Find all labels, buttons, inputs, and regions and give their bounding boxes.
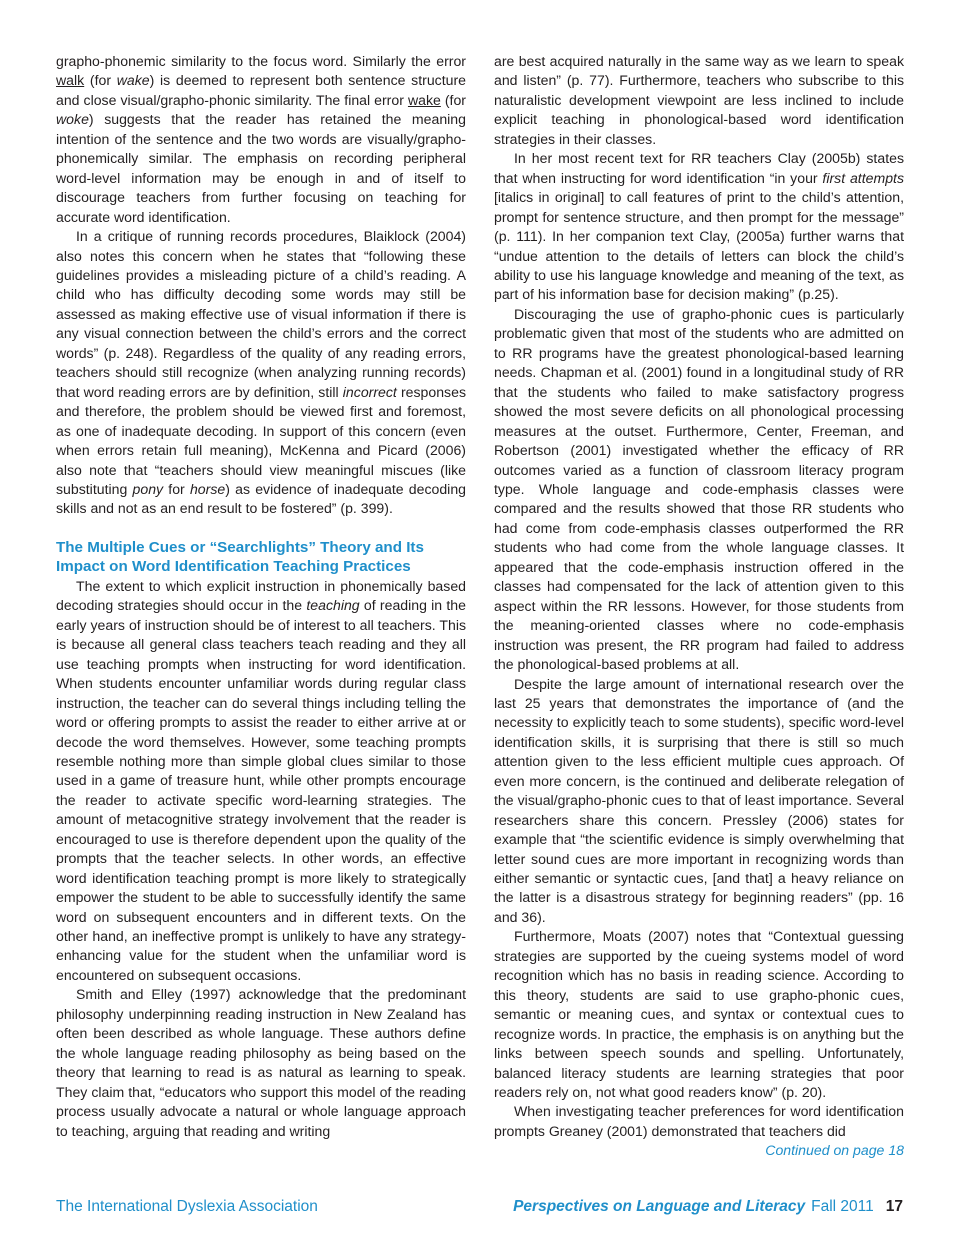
paragraph: are best acquired naturally in the same way as we learn to speak and listen” (p. 77). Furthermore, teachers who subscribe to this naturalistic development viewpoint are less inclined to include explicit teaching in phonological-based word identification strategies in their classes. [494,53,904,147]
italic-phrase: first attempts [822,169,904,186]
paragraph: The extent to which explicit instruction in phonemically based decoding strategies should occur in the teaching of reading in the early years of instruction should be of interest to all teachers. This is because all general class teachers teach reading and they all use teaching prompts when instructing for word identification. When students encounter unfamiliar words during regular class instruction, the teacher can do several things including telling the word or offering prompts to assist the reader to either arrive at or decode the word themselves. However, some teaching prompts resemble nothing more than simple global clues similar to those used in a game of treasure hunt, while other prompts encourage the reader to activate specific word-learning strategies. The amount of metacognitive strategy involvement that the reader is encouraged to use is therefore dependent upon the quality of the prompts that the teacher selects. In other words, an effective word identification teaching prompt is more likely to strategically empower the student to be able to successfully identify the same word on subsequent encounters and in different texts. On the other hand, an ineffective prompt is unlikely to have any strategy-enhancing value for the student when the unfamiliar word is encountered on subsequent occasions. [56,577,466,983]
paragraph: grapho-phonemic similarity to the focus word. Similarly the error walk (for wake) is deemed to represent both sentence structure and close visual/grapho-phonic similarity. The final error wake (for woke) suggests that the reader has retained the meaning intention of the sentence and the two words are visually/grapho-phonemically similar. The emphasis on recording peripheral word-level information may be enough in and of itself to discourage teachers from further focusing on teaching for accurate word identification. [56,53,467,225]
continued-link[interactable]: Continued on page 18 [765,1142,904,1159]
italic-word: wake [116,72,150,89]
section-heading: The Multiple Cues or “Searchlights” Theory and Its Impact on Word Identification Teaching Practices [56,538,424,576]
paragraph: Despite the large amount of international research over the last 25 years that demonstrates the importance of (and the necessity to explicitly teach to some students), specific word-level identification skills, it is surprising that there is still so much attention given to the less efficient multiple cues approach. Of even more concern, is the continued and deliberate relegation of the visual/grapho-phonic cues to that of least importance. Several researchers share this concern. Pressley (2006) states for example that “the scientific evidence is simply overwhelming that letter sound cues are more important in recognizing words than either semantic or syntactic cues, [and that] a heavy reliance on the latter is a disastrous strategy for beginning readers” (pp. 16 and 36). [494,675,904,925]
paragraph: When investigating teacher preferences for word identification prompts Greaney (2001) demonstrated that teachers did [494,1103,904,1139]
italic-word: horse [189,480,226,497]
journal-title: Perspectives on Language and Literacy [513,1198,806,1215]
paragraph: Discouraging the use of grapho-phonic cues is particularly problematic given that most of the students who are admitted on to RR programs have the greatest phonological-based learning needs. Chapman et al. (2001) found in a longitudinal study of RR that the students who failed to make satisfactory progress showed the most severe deficits on all phonological processing measures at the outset. Furthermore, Center, Freeman, and Robertson (2001) investigated whether the efficacy of RR outcomes varied as a function of classroom literacy program type. Whole language and code-emphasis classes were compared and the results showed that those RR students who had come from code-emphasis classes outperformed the RR students who had come from the whole language classes. It appeared that the code-emphasis instruction offered in the classes had compensated for the lack of attention given to this aspect within the RR lessons. However, for those students from the meaning-oriented classes where no code-emphasis instruction was present, the RR program had failed to address the phonological-based problems at all. [494,305,904,673]
italic-word: pony [132,480,164,497]
issue-label: Fall 2011 [811,1198,874,1215]
right-column [494,52,904,1161]
left-column [56,52,466,1141]
paragraph: Furthermore, Moats (2007) notes that “Contextual guessing strategies are supported by the cueing systems model of word recognition which has no basis in reading science. According to this theory, students are said to use grapho-phonic cues, semantic or meaning cues, and syntax or contextual cues to recognize words. In practice, the emphasis is on anything but the links between speech sounds and spelling. Unfortunately, balanced literacy students are learning strategies that poor readers rely on, not what good readers know” (p. 20). [494,928,904,1101]
italic-word: incorrect [342,383,397,400]
underlined-word: walk [56,72,85,89]
footer-publication [513,1198,903,1216]
italic-word: teaching [306,597,360,614]
paragraph: In a critique of running records procedures, Blaiklock (2004) also notes this concern when he states that “following these guidelines provides a misleading picture of a child’s reading. A child who has difficulty decoding some words may still be assessed as making effective use of visual information if there is any visual connection between the child’s errors and the correct words” (p. 248). Regardless of the quality of any reading errors, teachers should still recognize (when analyzing running records) that word reading errors are by definition, still incorrect responses and therefore, the problem should be viewed first and foremost, as one of inadequate decoding. In support of this concern (even when errors retain full meaning), McKenna and Picard (2006) also note that “teachers should view meaningful miscues (like substituting pony for horse) as evidence of inadequate decoding skills and not as an end result to be fostered” (p. 399). [56,228,466,517]
footer-organization: The International Dyslexia Association [56,1198,318,1215]
paragraph: In her most recent text for RR teachers Clay (2005b) states that when instructing for word identification “in your first attempts [italics in original] to call features of print to the child’s attention, prompt for sentence structure, and then prompt for the message” (p. 111). In her companion text Clay, (2005a) further warns that “undue attention to the details of letters can block the child’s ability to use his language knowledge and meaning of the text, as part of his information base for decision making” (p.25). [494,150,904,303]
paragraph: Smith and Elley (1997) acknowledge that the predominant philosophy underpinning reading instruction in New Zealand has often been described as whole language. These authors define the whole language reading philosophy as being based on the theory that learning to read is as natural as learning to speak. They claim that, “educators who support this model of the reading process usually advocate a natural or whole language approach to teaching, arguing that reading and writing [56,986,466,1139]
page-number: 17 [885,1198,903,1215]
italic-word: woke [56,111,89,128]
underlined-word: wake [407,91,441,108]
